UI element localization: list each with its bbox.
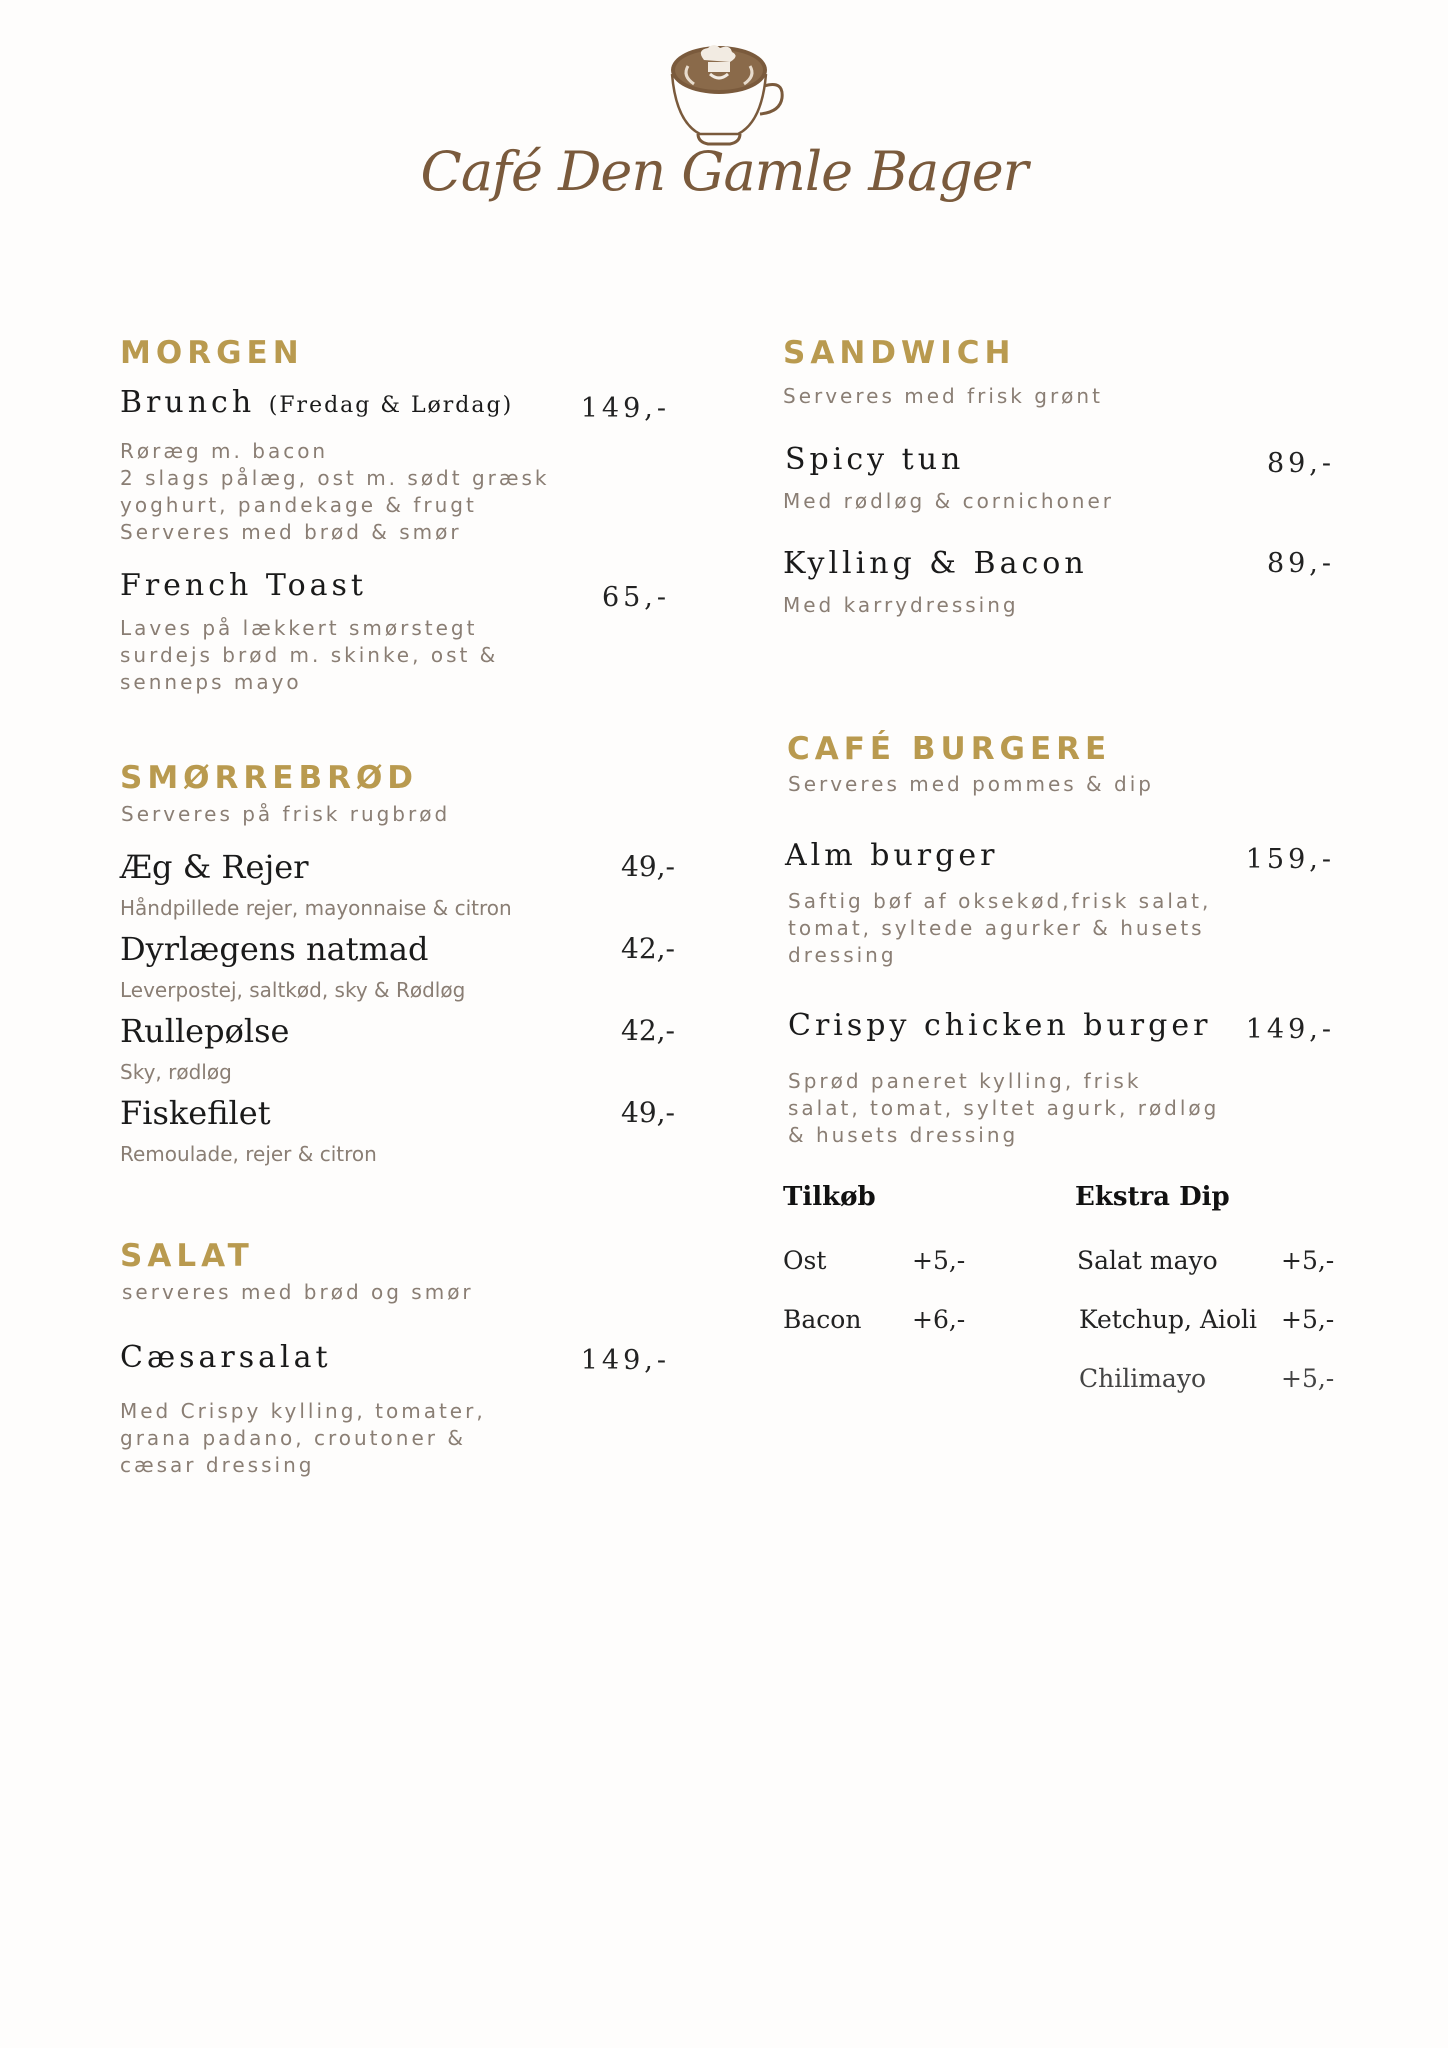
- item-price: 149,-: [580, 1345, 670, 1376]
- desc-line: surdejs brød m. skinke, ost &: [120, 643, 499, 667]
- desc-line: Med Crispy kylling, tomater,: [120, 1399, 486, 1423]
- section-subtitle: Serveres på frisk rugbrød: [121, 802, 451, 826]
- cafe-name: Café Den Gamle Bager: [420, 140, 1028, 203]
- item-description: [120, 615, 498, 696]
- desc-line: Sprød paneret kylling, frisk: [788, 1069, 1142, 1093]
- item-description: [788, 888, 1211, 969]
- item-price: 49,-: [621, 1096, 675, 1129]
- section-title-salat: SALAT: [120, 1238, 254, 1274]
- item-price: 89,-: [1266, 548, 1335, 579]
- section-title-morgen: MORGEN: [120, 335, 304, 371]
- desc-line: Laves på lækkert smørstegt: [120, 616, 478, 640]
- item-description: Med rødløg & cornichoner: [783, 489, 1115, 513]
- section-subtitle: serveres med brød og smør: [122, 1280, 474, 1304]
- item-name-french-toast: French Toast: [120, 568, 367, 603]
- item-description: Remoulade, rejer & citron: [120, 1142, 377, 1166]
- item-description: [120, 1398, 486, 1479]
- item-price: 42,-: [621, 1014, 675, 1047]
- extra-item-name: Bacon: [783, 1305, 862, 1334]
- desc-line: tomat, syltede agurker & husets: [788, 916, 1205, 940]
- extra-item-price: +5,-: [1281, 1305, 1335, 1334]
- item-price: 42,-: [621, 932, 675, 965]
- coffee-cup-chef-icon: [664, 42, 788, 150]
- ekstra-dip-heading: Ekstra Dip: [1075, 1182, 1230, 1212]
- item-description: Leverpostej, saltkød, sky & Rødløg: [120, 978, 466, 1002]
- desc-line: Saftig bøf af oksekød,frisk salat,: [788, 889, 1212, 913]
- item-name: Cæsarsalat: [120, 1340, 332, 1375]
- extra-item-price: +5,-: [912, 1246, 966, 1275]
- desc-line: Røræg m. bacon: [120, 439, 329, 463]
- item-description: [120, 438, 550, 546]
- desc-line: dressing: [788, 943, 897, 967]
- extra-item-price: +6,-: [912, 1305, 966, 1334]
- item-description: Sky, rødløg: [120, 1060, 232, 1084]
- item-price: 89,-: [1266, 448, 1335, 479]
- desc-line: 2 slags pålæg, ost m. sødt græsk: [120, 466, 550, 490]
- item-price: 149,-: [580, 393, 670, 424]
- desc-line: yoghurt, pandekage & frugt: [120, 493, 477, 517]
- desc-line: cæsar dressing: [120, 1453, 315, 1477]
- item-name: Æg & Rejer: [120, 848, 309, 886]
- desc-line: Serveres med brød & smør: [120, 520, 462, 544]
- section-title-smorrebrod: SMØRREBRØD: [120, 760, 419, 796]
- item-name: Fiskefilet: [120, 1094, 271, 1132]
- extra-item-name: Salat mayo: [1077, 1246, 1218, 1275]
- item-note: (Fredag & Lørdag): [268, 393, 514, 418]
- desc-line: salat, tomat, syltet agurk, rødløg: [788, 1096, 1220, 1120]
- item-price: 65,-: [601, 582, 670, 613]
- item-description: [788, 1068, 1219, 1149]
- item-name-text: Brunch: [120, 385, 256, 420]
- item-description: Med karrydressing: [783, 593, 1019, 617]
- desc-line: senneps mayo: [120, 670, 302, 694]
- extra-item-price: +5,-: [1281, 1364, 1335, 1393]
- extra-item-name: Ost: [783, 1246, 827, 1275]
- item-name: Rullepølse: [120, 1012, 290, 1050]
- section-subtitle: Serveres med frisk grønt: [783, 384, 1103, 408]
- desc-line: grana padano, croutoner &: [120, 1426, 466, 1450]
- item-name: Spicy tun: [785, 442, 965, 477]
- tilkob-heading: Tilkøb: [783, 1182, 876, 1212]
- item-name: Alm burger: [785, 838, 999, 873]
- section-subtitle: Serveres med pommes & dip: [788, 772, 1154, 796]
- item-description: Håndpillede rejer, mayonnaise & citron: [120, 896, 512, 920]
- extra-item-price: +5,-: [1281, 1246, 1335, 1275]
- item-price: 49,-: [621, 850, 675, 883]
- desc-line: & husets dressing: [788, 1123, 1019, 1147]
- section-title-burgere: CAFÉ BURGERE: [787, 731, 1112, 767]
- item-name: Kylling & Bacon: [783, 546, 1088, 581]
- item-name: Crispy chicken burger: [788, 1008, 1212, 1043]
- extra-item-name: Chilimayo: [1079, 1364, 1207, 1393]
- item-name: Dyrlægens natmad: [120, 930, 429, 968]
- extra-item-name: Ketchup, Aioli: [1079, 1305, 1258, 1334]
- section-title-sandwich: SANDWICH: [783, 335, 1016, 371]
- item-price: 149,-: [1245, 1014, 1335, 1045]
- item-name-brunch: [120, 385, 513, 420]
- item-price: 159,-: [1245, 844, 1335, 875]
